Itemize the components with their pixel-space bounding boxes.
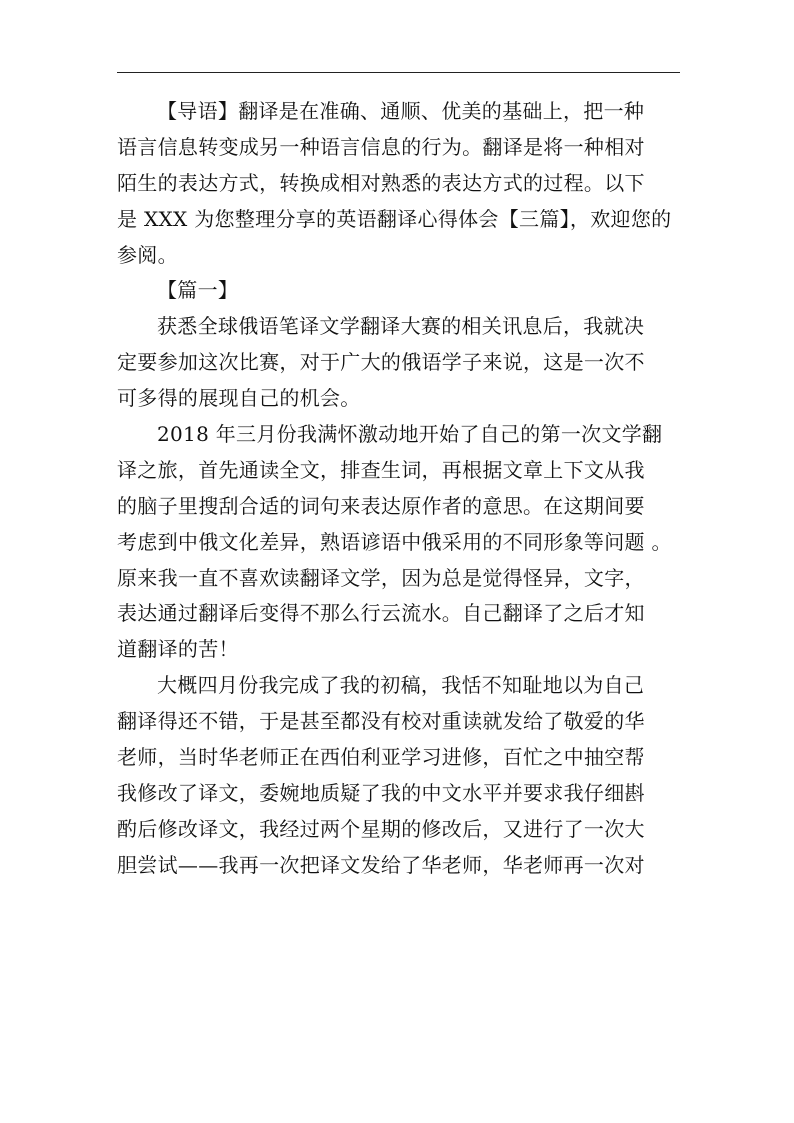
paragraph-line: 酌后修改译文，我经过两个星期的修改后，又进行了一次大 [117, 816, 645, 841]
paragraph-line: 考虑到中俄文化差异，熟语谚语中俄采用的不同形象等问题 。 [117, 529, 672, 554]
document-body [117, 94, 680, 884]
intro-line: 是 XXX 为您整理分享的英语翻译心得体会【三篇】，欢迎您的 [117, 206, 672, 231]
paragraph-line: 大概四月份我完成了我的初稿，我恬不知耻地以为自己 [157, 673, 645, 698]
paragraph-line: 胆尝试——我再一次把译文发给了华老师，华老师再一次对 [117, 852, 645, 877]
header-rule [117, 72, 680, 73]
paragraph-line: 的脑子里搜刮合适的词句来表达原作者的意思。在这期间要 [117, 493, 645, 518]
paragraph-line: 译之旅，首先通读全文，排查生词，再根据文章上下文从我 [117, 457, 645, 482]
paragraph-line: 表达通过翻译后变得不那么行云流水。自己翻译了之后才知 [117, 601, 645, 626]
paragraph-line: 原来我一直不喜欢读翻译文学，因为总是觉得怪异，文字， [117, 565, 645, 590]
intro-line: 陌生的表达方式，转换成相对熟悉的表达方式的过程。以下 [117, 170, 645, 195]
paragraph-line: 2018 年三月份我满怀激动地开始了自己的第一次文学翻 [157, 422, 663, 447]
intro-line: 语言信息转变成另一种语言信息的行为。翻译是将一种相对 [117, 134, 645, 159]
paragraph-line: 翻译得还不错，于是甚至都没有校对重读就发给了敬爱的华 [117, 709, 645, 734]
intro-line: 【导语】翻译是在准确、通顺、优美的基础上，把一种 [157, 99, 645, 123]
section-heading: 【篇一】 [157, 278, 239, 303]
paragraph-line: 道翻译的苦！ [117, 637, 239, 662]
paragraph-line: 定要参加这次比赛，对于广大的俄语学子来说，这是一次不 [117, 350, 645, 375]
paragraph-line: 获悉全球俄语笔译文学翻译大赛的相关讯息后，我就决 [157, 314, 645, 339]
paragraph-line: 老师，当时华老师正在西伯利亚学习进修，百忙之中抽空帮 [117, 745, 645, 770]
paragraph-line: 我修改了译文，委婉地质疑了我的中文水平并要求我仔细斟 [117, 780, 645, 805]
intro-line: 参阅。 [117, 242, 178, 267]
paragraph-line: 可多得的展现自己的机会。 [117, 386, 361, 411]
